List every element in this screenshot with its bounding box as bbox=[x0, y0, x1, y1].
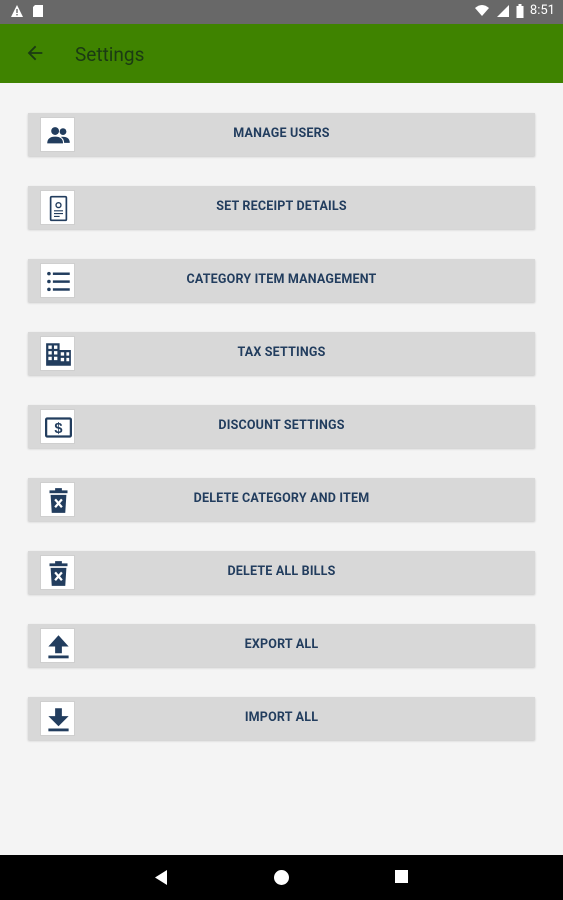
discount-settings-button[interactable] bbox=[28, 405, 535, 448]
button-label: DISCOUNT SETTINGS bbox=[218, 418, 345, 433]
status-bar bbox=[0, 0, 563, 24]
navigation-bar bbox=[0, 855, 563, 900]
battery-icon bbox=[516, 4, 524, 18]
recents-nav-icon[interactable] bbox=[394, 869, 409, 884]
export-all-button[interactable] bbox=[28, 624, 535, 667]
tax-settings-button[interactable] bbox=[28, 332, 535, 375]
button-label: CATEGORY ITEM MANAGEMENT bbox=[186, 272, 377, 287]
status-system bbox=[474, 3, 555, 18]
warning-icon bbox=[10, 4, 24, 18]
signal-icon bbox=[496, 4, 510, 18]
back-arrow-icon[interactable] bbox=[24, 42, 46, 64]
home-nav-icon[interactable] bbox=[273, 869, 290, 886]
button-label: TAX SETTINGS bbox=[237, 345, 326, 360]
set-receipt-details-button[interactable] bbox=[28, 186, 535, 229]
import-all-button[interactable] bbox=[28, 697, 535, 740]
button-label: EXPORT ALL bbox=[244, 637, 319, 652]
button-label: DELETE CATEGORY AND ITEM bbox=[193, 491, 370, 506]
delete-category-and-item-button[interactable] bbox=[28, 478, 535, 521]
status-time: 8:51 bbox=[529, 3, 555, 18]
settings-list bbox=[0, 83, 563, 855]
wifi-icon bbox=[474, 4, 490, 17]
button-label: MANAGE USERS bbox=[233, 126, 330, 141]
sd-card-icon bbox=[32, 4, 44, 18]
manage-users-button[interactable] bbox=[28, 113, 535, 156]
button-label: SET RECEIPT DETAILS bbox=[216, 199, 347, 214]
category-item-management-button[interactable] bbox=[28, 259, 535, 302]
app-bar bbox=[0, 24, 563, 83]
page-title: Settings bbox=[75, 43, 145, 66]
button-label: IMPORT ALL bbox=[244, 710, 319, 725]
status-notifications bbox=[10, 4, 44, 18]
back-nav-icon[interactable] bbox=[153, 869, 169, 886]
svg-text:$: $ bbox=[54, 421, 63, 438]
button-label: DELETE ALL BILLS bbox=[227, 564, 336, 579]
delete-all-bills-button[interactable] bbox=[28, 551, 535, 594]
